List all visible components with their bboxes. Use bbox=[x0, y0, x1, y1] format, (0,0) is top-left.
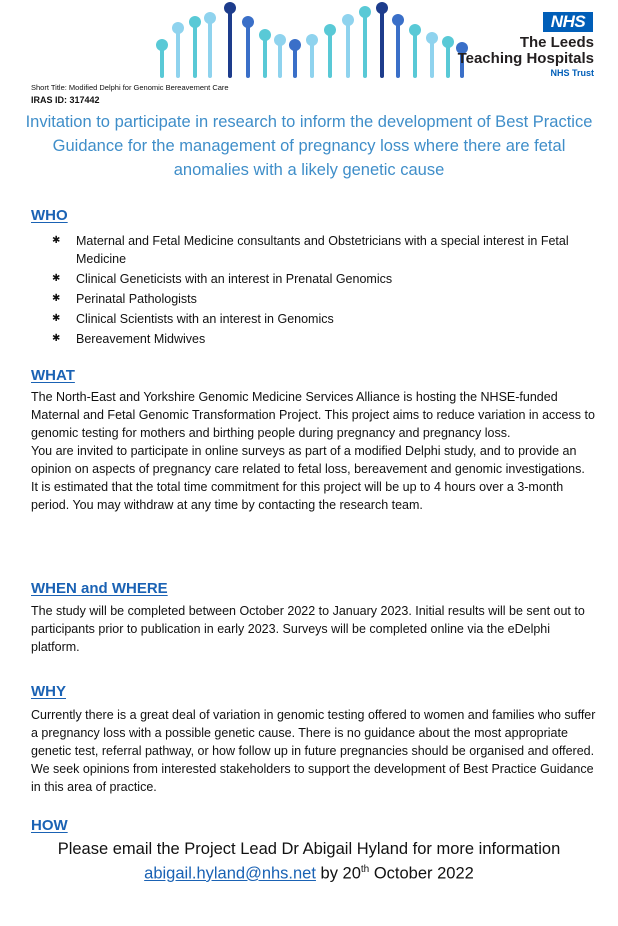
who-list bbox=[52, 232, 597, 350]
section-title-how: HOW bbox=[31, 817, 68, 834]
pin-head bbox=[224, 2, 236, 14]
what-paragraph-1: The North-East and Yorkshire Genomic Medicine Services Alliance is hosting the NHSE-funded Maternal and Fetal Genomic Transformation Project. This project aims to reduce variation in access to genomic testing for mothers and birthing people during pregnancy and pregnancy loss. bbox=[31, 390, 595, 440]
what-paragraph-3: It is estimated that the total time commitment for this project will be up to 4 hours over a 3-month period. You may withdraw at any time by contacting the research team. bbox=[31, 480, 564, 512]
deadline-prefix: by 20 bbox=[315, 864, 361, 883]
bullet-star-icon: ✱ bbox=[52, 313, 61, 324]
page-title: Invitation to participate in research to inform the development of Best Practice Guidance for the management of pregnancy loss where there are fetal anomalies with a likely genetic cause bbox=[25, 113, 593, 179]
section-title-when-where: WHEN and WHERE bbox=[31, 580, 168, 597]
org-name-line2: Teaching Hospitals bbox=[457, 50, 594, 67]
bullet-star-icon: ✱ bbox=[52, 293, 61, 304]
list-item: ✱ Perinatal Pathologists bbox=[52, 292, 197, 306]
pin-head bbox=[392, 14, 404, 26]
org-trust: NHS Trust bbox=[550, 68, 594, 78]
org-name-line1: The Leeds bbox=[519, 34, 594, 51]
pin-head bbox=[426, 32, 438, 44]
list-item: ✱ Bereavement Midwives bbox=[52, 332, 206, 346]
list-item: ✱ Maternal and Fetal Medicine consultants and Obstetricians with a special interest in Fetal Medicine bbox=[52, 234, 569, 266]
section-title-why: WHY bbox=[31, 683, 66, 700]
email-link[interactable]: abigail.hyland@nhs.net bbox=[144, 864, 316, 883]
pin-head bbox=[289, 39, 301, 51]
pin-head bbox=[242, 16, 254, 28]
nhs-logo: NHS bbox=[543, 12, 593, 32]
bullet-star-icon: ✱ bbox=[52, 273, 61, 284]
pin-head bbox=[324, 24, 336, 36]
pin-head bbox=[172, 22, 184, 34]
pin-head bbox=[442, 36, 454, 48]
pin-head bbox=[156, 39, 168, 51]
what-body bbox=[31, 388, 596, 514]
pin-head bbox=[376, 2, 388, 14]
pin-head bbox=[306, 34, 318, 46]
iras-id: IRAS ID: 317442 bbox=[31, 95, 100, 105]
pin-head bbox=[342, 14, 354, 26]
list-item: ✱ Clinical Scientists with an interest in Genomics bbox=[52, 312, 334, 326]
when-body: The study will be completed between October 2022 to January 2023. Initial results will be sent out to participants prior to publication in early 2023. Surveys will be completed online via the eDelphi platform. bbox=[31, 604, 585, 654]
list-item: ✱ Clinical Geneticists with an interest in Prenatal Genomics bbox=[52, 272, 393, 286]
short-title: Short Title: Modified Delphi for Genomic Bereavement Care bbox=[31, 83, 229, 92]
section-title-who: WHO bbox=[31, 207, 68, 224]
pin-head bbox=[204, 12, 216, 24]
deadline-ordinal: th bbox=[360, 864, 370, 875]
how-contact-line bbox=[10, 864, 608, 884]
bullet-star-icon: ✱ bbox=[52, 235, 61, 246]
pin-head bbox=[359, 6, 371, 18]
section-title-what: WHAT bbox=[31, 367, 75, 384]
why-body: Currently there is a great deal of variation in genomic testing offered to women and families who suffer a pregnancy loss with a possible genetic cause. There is no guidance about the most appropriate genetic test, referral pathway, or how follow up in future pregnancies should be organised and offered. We seek opinions from interested stakeholders to support the development of Best Practice Guidance in this area of practice. bbox=[31, 708, 596, 794]
bullet-star-icon: ✱ bbox=[52, 333, 61, 344]
pin-head bbox=[274, 34, 286, 46]
pin-head bbox=[409, 24, 421, 36]
pin-head bbox=[259, 29, 271, 41]
decorative-pins-graphic bbox=[150, 0, 470, 80]
deadline-rest: October 2022 bbox=[369, 864, 474, 883]
how-instruction: Please email the Project Lead Dr Abigail Hyland for more information bbox=[57, 840, 561, 858]
pin-head bbox=[189, 16, 201, 28]
what-paragraph-2: You are invited to participate in online surveys as part of a modified Delphi study, and to provide an opinion on aspects of pregnancy care related to fetal loss, bereavement and genomic investigations. bbox=[31, 444, 585, 476]
